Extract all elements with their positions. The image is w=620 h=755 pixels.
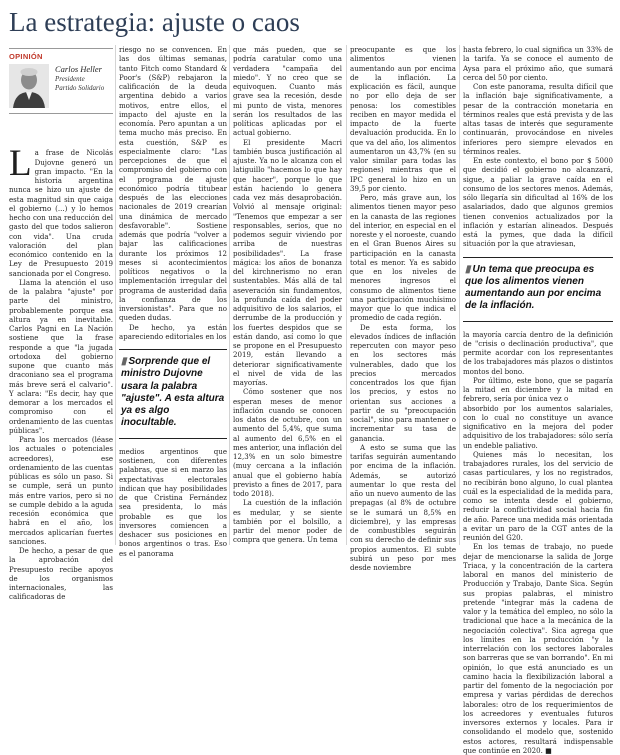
paragraph: A esto se suma que las tarifas seguirán aumentando por encima de la inflación. Además, se autorizó aumentar lo que resta del año un nuevo aumento de las prepagas (al 8% de octubre se le sumará un 8,5% en diciembre), y las empresas de combustibles seguirán con su derecho de definir sus propios aumentos. El subte subirá un peso por mes desde noviembre (350, 442, 456, 572)
paragraph: De hecho, a pesar de que la aprobación del Presupuesto recibe apoyos de los organismos internacionales, las calificadoras de (9, 546, 113, 602)
column-divider (115, 45, 116, 545)
column-divider (229, 45, 230, 545)
paragraph: la mayoría carcía dentro de la definición de "crisis o declinación productiva", que permite acordar con los representantes de los trabajadores más plazos o distintos montos del bono. (463, 329, 613, 376)
column-1 (9, 48, 113, 602)
paragraph: La cuestión de la inflación es medular, y se siente también por el bolsillo, a partir del menor poder de compra que genera. Un tema (233, 498, 342, 545)
author-org: Partido Solidario (55, 84, 105, 93)
pull-quote: ▮ Un tema que preocupa es que los alimentos vienen aumentando aun por encima de la inflación. (463, 257, 613, 322)
paragraph: Pero, más grave aun, los alimentos tienen mayor peso en la canasta de las regiones del interior, en especial en el noreste y el noroeste, cuando en el Gran Buenos Aires su participación en la canasta total es menor. Ya es sabido que en los niveles de menores ingresos el consumo de alimentos tiene una participación muchísimo mayor que lo que indica el promedio de cada región. (350, 193, 456, 323)
column-divider (459, 45, 460, 545)
section-label: OPINIÓN (9, 52, 43, 61)
paragraph: preocupante es que los alimentos vienen aumentando aun por encima de la inflación. La explicación es fácil, aunque no por ello deja de ser penosa: los comestibles reciben en mayor medida el impacto de la fuerte devaluación producida. En lo que va del año, los alimentos aumentaron un 43,7% (en su valor similar para todas las regiones) mientras que el IPC general lo hizo en un 39,5 por ciento. (350, 45, 456, 193)
headline: La estrategia: ajuste o caos (9, 7, 300, 37)
paragraph: En los temas de trabajo, no puede dejar de mencionarse la salida de Jorge Triaca, y la concentración de la cartera laboral en manos del ministerio de Producción y Trabajo, Dante Sica. Según sus propias palabras, el ministro pretende "integrar más la cadena de valor y la temática del empleo, no sólo la tradicional que hace a la mecánica de la negociación colectiva". Sica agrega que los límites en la producción "y la interrelación con los sectores laborales son barreras que se van borrando". En mi opinión, lo que está anunciado es un camino hacia la flexibilización laboral a partir del fomento de la negociación por empresa y varias pérdidas de derechos laborales: otro de los requerimientos de los acreedores y eventuales futuros inversores externos y locales. Para ir consolidando el modelo que, sostenido estos actores, resultará indispensable que continúe en 2020. ■ (463, 542, 613, 755)
paragraph: Cómo sostener que nos esperan meses de menor inflación cuando se conocen los datos de octubre, con un aumento del 5,4%, que suma al aumento del 6,5% en el mes anterior, una inflación del 12,3% en un solo bimestre (muy cercana a la inflación anual que el gobierno había previsto a fines de 2017, para todo 2018). (233, 387, 342, 498)
author-photo (9, 64, 49, 108)
paragraph: Llama la atención el uso de la palabra "ajuste" por parte del ministro, probablemente porque esa altura ya en inevitable. Carlos Pagni en La Nación sostiene que la frase responde a que "la jugada ortodoxa del gobierno supone que cuanto más draconiano sea el programa más breve será el calvario". Y aclara: "Es decir, hay que demorar a los mercados el compromiso con el ordenamiento de las cuentas públicas". (9, 277, 113, 435)
paragraph: Para los mercados (léase los actuales o potenciales acreedores), ese ordenamiento de las cuentas públicas es sólo un paso. Si se cumple, será un punto más entre varios, pero si no se cumple debido a la aguda recesión económica que habrá en el año, los mercados aplicarían fuertes sanciones. (9, 435, 113, 546)
paragraph: Por último, este bono, que se pagaría la mitad en diciembre y la mitad en febrero, sería por única vez o (463, 375, 613, 404)
paragraph: De esta forma, los elevados índices de inflación repercuten con mayor peso en los sectores más vulnerables, dado que los precios mercados concentrados los que fijan los precios, y estos no orientan sus acciones a partir de su "preocupación social", sino para mantener o incrementar su tasa de ganancia. (350, 322, 456, 443)
drop-cap: L (9, 143, 32, 185)
quote-icon: ▮ (465, 263, 471, 275)
paragraph: riesgo no se convencen. En las dos últimas semanas, tanto Fitch como Standard & Poor's (S&P) rebajaron la calificación de la deuda argentina debido a varios motivos, entre ellos, el impacto del ajuste en la economía. Pero apuntan a un tema mucho más preciso. En esta cuestión, S&P es especialmente claro: "Las percepciones de que el compromiso del gobierno con el programa de ajuste económico podría titubear después de las elecciones nacionales de 2019 crearían una dinámica de mercado desfavorable". Sostiene además que podría "volver a bajar las calificaciones durante los próximos 12 meses si acontecimientos políticos negativos o la implementación irregular del programa de austeridad daña la confianza de los inversionistas". Para que no queden dudas. (119, 45, 227, 323)
paragraph: medios argentinos que sostienen, con diferentes palabras, que si en marzo las expectativas electorales indican que hay posibilidades de que Cristina Fernández sea presidenta, lo más probable es que los inversores comiencen a deshacer sus posiciones en bonos argentinos o tras. Eso es el panorama (119, 446, 227, 558)
paragraph: Quienes más lo necesitan, los trabajadores rurales, los del servicio de casas particulares, y los no registrados, no recibirán bono alguno, lo cual plantea cuál es la especialidad de la medida para, como se intenta desde el gobierno, reducir la conflictividad social hacia fin de año. Parece una medida más orientada a evitar un paro de la CGT antes de la reunión del G20. (463, 449, 613, 543)
paragraph: El presidente Macri también busca justificación al ajuste. Ya no le alcanza con el latiguillo "hacemos lo que hay que hacer", porque lo que están haciendo lo genera cada vez más desaprobación. Volvió al mensaje original: "Tenemos que empezar a ser responsables, serios, que no podemos seguir viviendo por arriba de nuestras posibilidades". La frase mágica: los años de bonanza del kirchnerismo no eran sustentables. Más allá de tal aseveración sin fundamentos, la profunda caída del poder adquisitivo de los salarios, el derrumbe de la producción y los fuertes despidos que se están dando, así como lo que se propone en el Presupuesto 2019, están llevando a deteriorar significativamente el nivel de vida de las mayorías. (233, 137, 342, 387)
author-role: Presidente (55, 75, 85, 84)
paragraph: hasta febrero, lo cual significa un 33% de la tarifa. Ya se conoce el aumento de Aysa para el próximo año, que sumará cerca del 50 por ciento. (463, 45, 613, 82)
paragraph: absorbido por los aumentos salariales, con lo cual no constituye un avance significativo en la mejora del poder adquisitivo de los trabajadores: sólo sería un endeble paliativo. (463, 403, 613, 450)
author-name: Carlos Heller (55, 64, 102, 75)
paragraph: que más pueden, que se podría caratular como una verdadera "campaña del miedo". Y no creo que se equivoquen. Cuanto más grave sea la recesión, desde mi punto de vista, menores serán los resultados de las políticas aplicadas por el actual gobierno. (233, 45, 342, 138)
quote-icon: ▮ (121, 356, 127, 367)
column-4 (350, 45, 456, 572)
column-2 (119, 45, 227, 558)
column-3 (233, 45, 342, 545)
paragraph: La frase de Nicolás Dujovne generó un gran impacto. "En la historia argentina nunca se hizo un ajuste de esta magnitud sin que caiga el gobierno (...) y lo hemos hecho con una reducción del gasto del que todos salieron con vida". Una cruda valoración del plan económico contenido en la Ley de Presupuesto 2019 sancionada por el Congreso. (9, 143, 113, 278)
author-box (9, 48, 113, 114)
pull-quote: ▮ Sorprende que el ministro Dujovne usara la palabra "ajuste". A esta altura ya es algo inocultable. (119, 349, 227, 439)
column-5 (463, 45, 613, 755)
paragraph: Con este panorama, resulta difícil que la inflación baje significativamente, a pesar de la contracción monetaria en términos reales que está prevista y de las altas tasas de interés que seguramente continuarán, provocándose en niveles inferiores pero siempre elevados en términos reales. (463, 82, 613, 156)
paragraph: En este contexto, el bono por $ 5000 que decidió el gobierno no alcanzará, sigue, a paliar la grave caída en el consumo de los sectores menos. Además, sólo llegaría sin dificultad al 16% de los asalariados, dado que algunos gremios tienen convenios actualizados por la inflación y estarían alineados. Después está la pymes, que dada la difícil situación por la que atraviesan, (463, 156, 613, 249)
paragraph: De hecho, ya están apareciendo editoriales en los (119, 322, 227, 341)
column-divider (346, 45, 347, 545)
